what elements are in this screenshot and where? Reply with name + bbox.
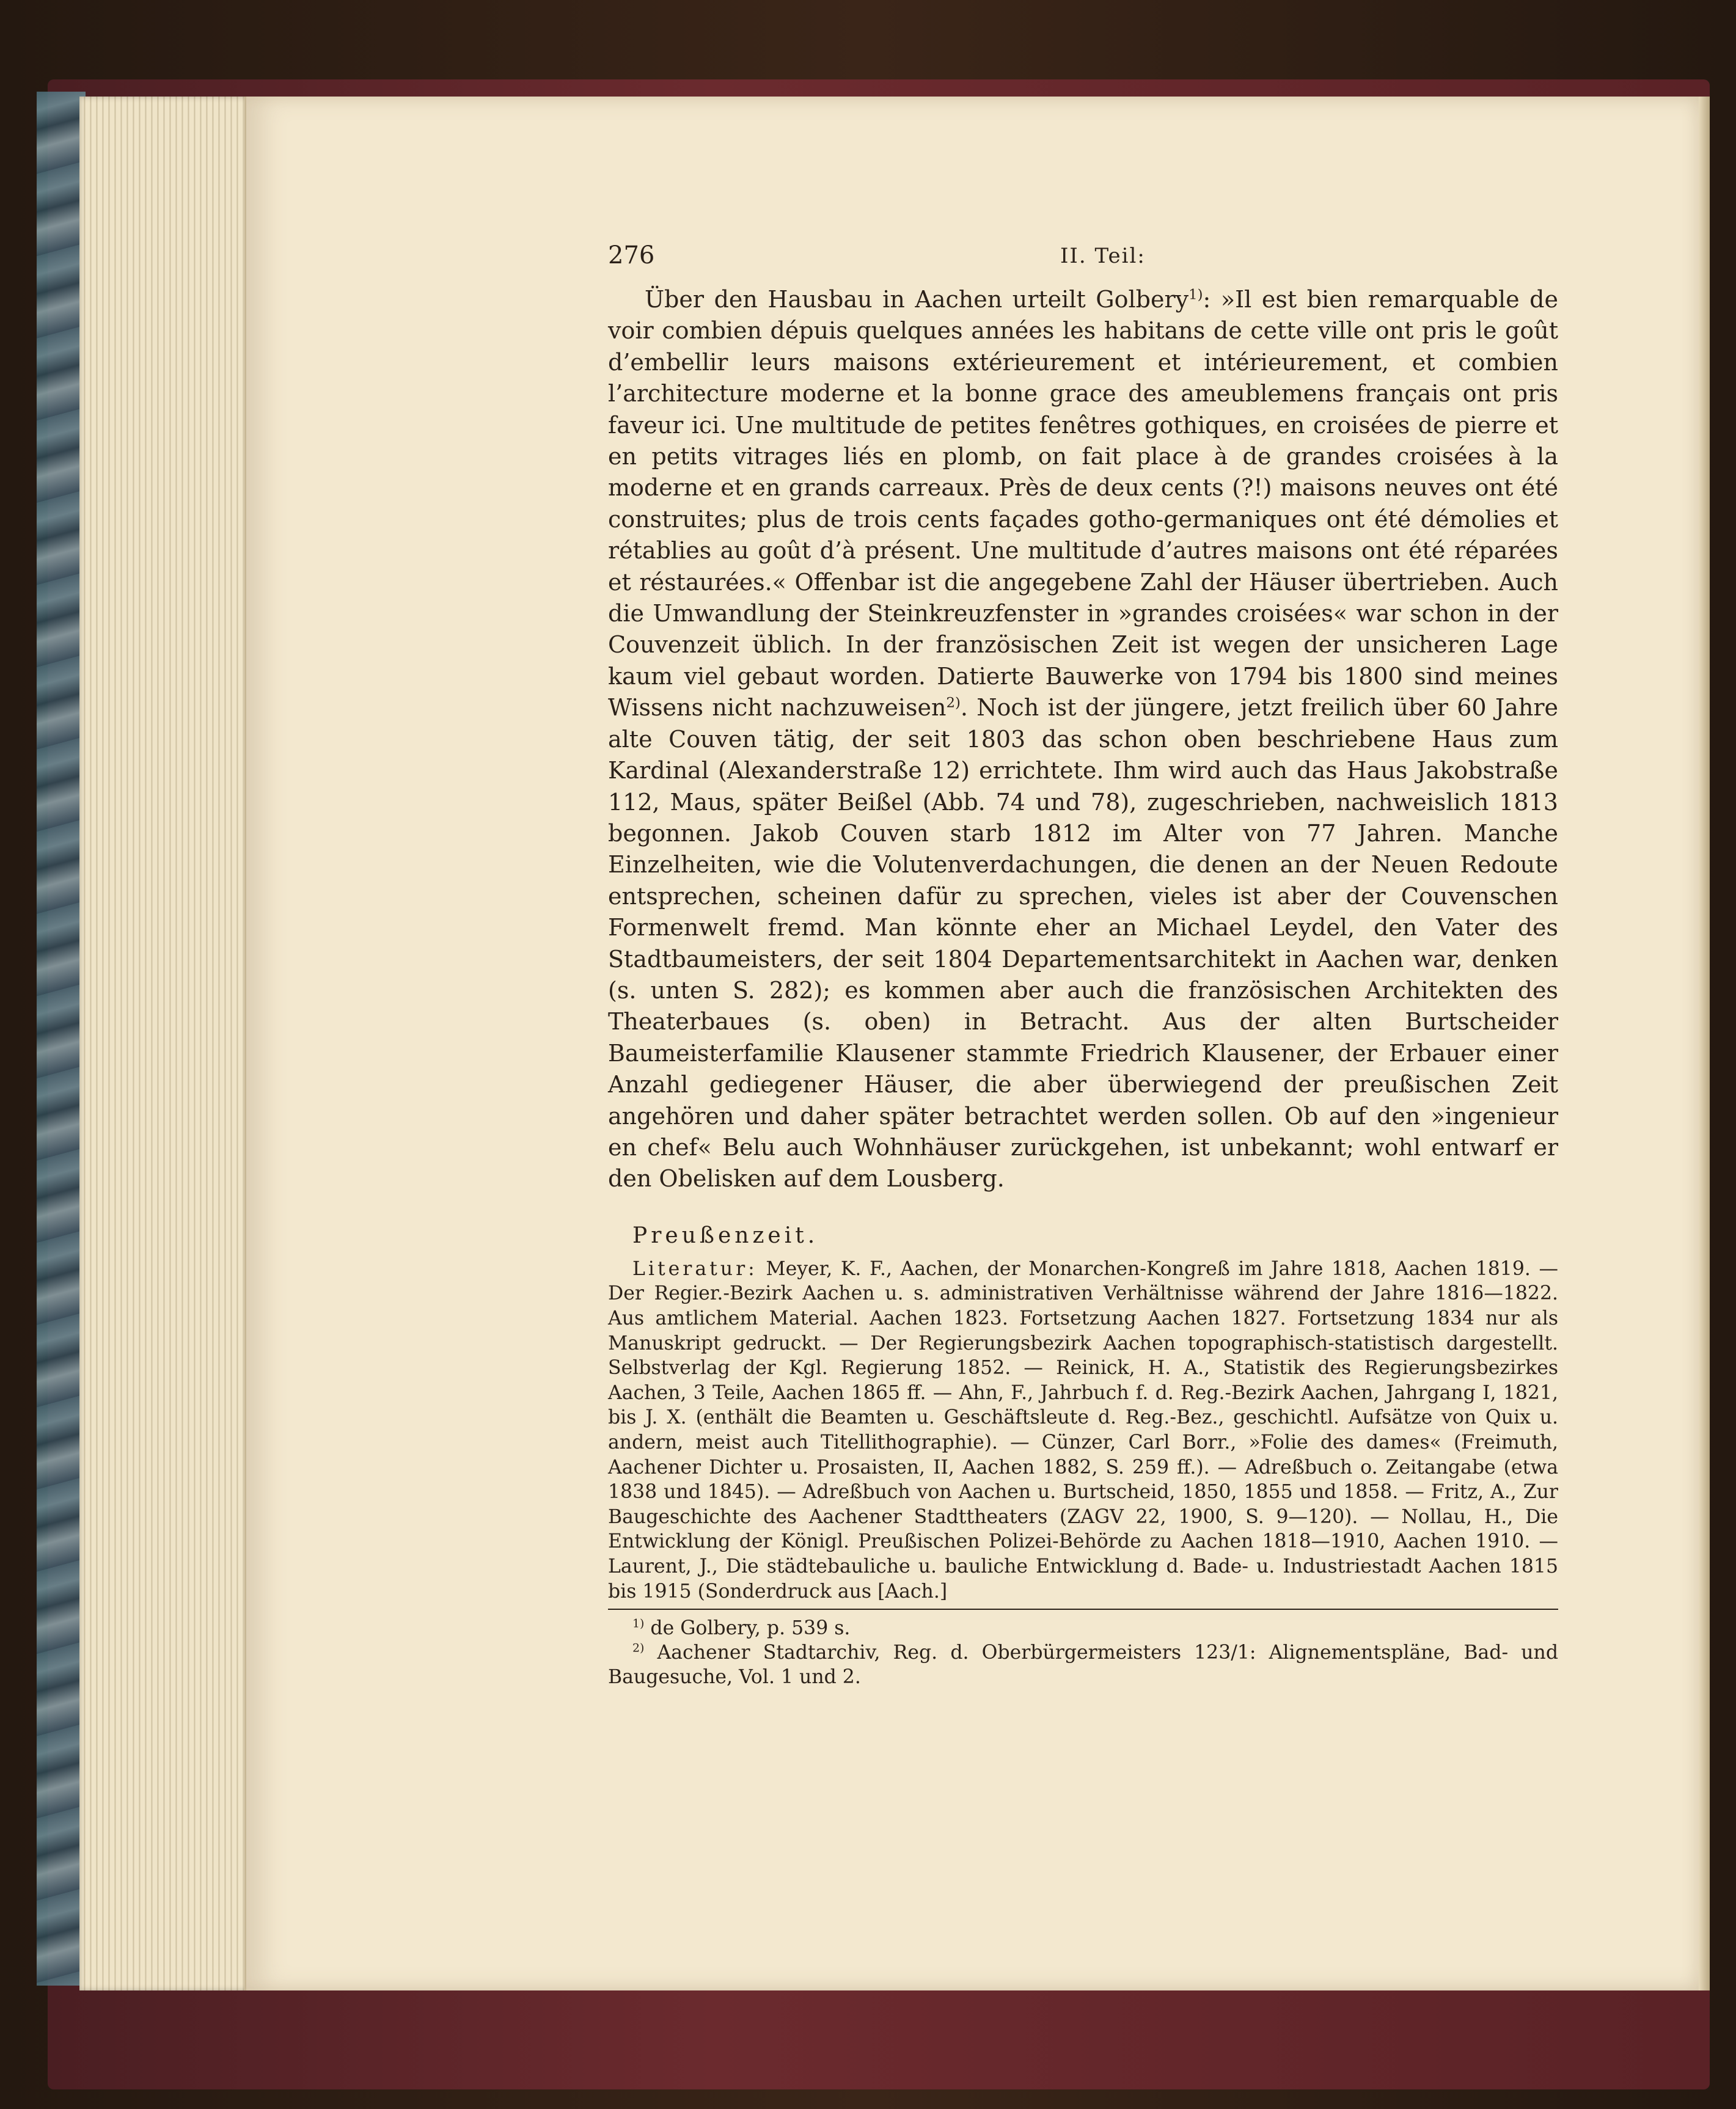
- marbled-edge: [37, 92, 86, 1986]
- next-page-edge: [1699, 97, 1710, 1990]
- footnote-marker: 1): [632, 1617, 645, 1631]
- text-segment: . Noch ist der jüngere, jetzt freilich über 60 Jahre alte Couven tätig, der seit 1803 das schon oben beschriebene Haus zum Kardinal (Alexanderstraße 12) errichtete. Ihm wird auch das Haus Jakobstraße 112, Maus, später Beißel (Abb. 74 und 78), zugeschrieben, nachweislich 1813 begonnen. Jakob Couven starb 1812 im Alter von 77 Jahren. Manche Einzelheiten, wie die Volutenverdachungen, die denen an der Neuen Redoute entsprechen, scheinen dafür zu sprechen, vieles ist aber der Couvenschen Formenwelt fremd. Man könnte eher an Michael Leydel, den Vater des Stadtbaumeisters, der seit 1804 Departementsarchitekt in Aachen war, denken (s. unten S. 282); es kommen aber auch die französischen Architekten des Theaterbaues (s. oben) in Betracht. Aus der alten Burtscheider Baumeisterfamilie Klausener stammte Friedrich Klausener, der Erbauer einer Anzahl gediegener Häuser, die aber überwiegend der preußischen Zeit angehören und daher später betrachtet werden sollen. Ob auf den »ingenieur en chef« Belu auch Wohnhäuser zurückgehen, ist unbekannt; wohl entwarf er den Obelisken auf dem Lousberg.: [608, 694, 1558, 1193]
- footnote-marker: 2): [632, 1641, 645, 1655]
- running-head: II. Teil:: [1060, 244, 1146, 268]
- literature-list: [608, 1257, 1558, 1607]
- footnote-ref-2: 2): [946, 695, 961, 711]
- literature-label: Literatur:: [632, 1257, 758, 1280]
- footnote-text: Aachener Stadtarchiv, Reg. d. Oberbürgermeisters 123/1: Alignementspläne, Bad- und Baugesuche, Vol. 1 und 2.: [608, 1642, 1558, 1689]
- footnote-2: [608, 1640, 1558, 1689]
- paragraph: [608, 284, 1558, 1195]
- page-stack: [79, 97, 251, 1990]
- page-header: [608, 241, 1558, 284]
- literature-text: Meyer, K. F., Aachen, der Monarchen-Kongreß im Jahre 1818, Aachen 1819. — Der Regier.-Bezirk Aachen u. s. administrativen Verhältnisse während der Jahre 1816—1822. Aus amtlichem Material. Aachen 1823. Fortsetzung Aachen 1827. Fortsetzung 1834 nur als Manuskript gedruckt. — Der Regierungsbezirk Aachen topographisch-statistisch dargestellt. Selbstverlag der Kgl. Regierung 1852. — Reinick, H. A., Statistik des Regierungsbezirkes Aachen, 3 Teile, Aachen 1865 ff. — Ahn, F., Jahrbuch f. d. Reg.-Bezirk Aachen, Jahrgang I, 1821, bis J. X. (enthält die Beamten u. Geschäftsleute d. Reg.-Bez., geschichtl. Aufsätze von Quix u. andern, meist auch Titellithographie). — Cünzer, Carl Borr., »Folie des dames« (Freimuth, Aachener Dichter u. Prosaisten, II, Aachen 1882, S. 259 ff.). — Adreßbuch o. Zeitangabe (etwa 1838 und 1845). — Adreßbuch von Aachen u. Burtscheid, 1850, 1855 und 1858. — Fritz, A., Zur Baugeschichte des Aachener Stadttheaters (ZAGV 22, 1900, S. 9—120). — Nollau, H., Die Entwicklung der Königl. Preußischen Polizei-Behörde zu Aachen 1818—1910, Aachen 1910. — Laurent, J., Die städtebauliche u. bauliche Entwicklung d. Bade- u. Industriestadt Aachen 1815 bis 1915 (Sonderdruck aus [Aach.]: [608, 1257, 1558, 1603]
- main-paragraph: [608, 284, 1558, 1195]
- section-heading: Preußenzeit.: [632, 1223, 819, 1248]
- page-gutter: [244, 97, 246, 1990]
- footnotes: [608, 1616, 1558, 1689]
- text-segment: Über den Hausbau in Aachen urteilt Golbery: [645, 286, 1189, 313]
- footnote-text: de Golbery, p. 539 s.: [644, 1617, 851, 1640]
- footnote-ref-1: 1): [1188, 287, 1203, 303]
- page-number: 276: [608, 241, 655, 269]
- page-text: [608, 241, 1558, 1689]
- footnote-rule: [608, 1609, 1558, 1610]
- footnote-1: [608, 1616, 1558, 1640]
- text-segment: : »Il est bien remarquable de voir combien dépuis quelques années les habitans de cette ville ont pris le goût d’embellir leurs maisons extérieurement et intérieurement, et combien l’architecture moderne et la bonne grace des ameublemens français ont pris faveur ici. Une multitude de petites fenêtres gothiques, en croisées de pierre et en petits vitrages liés en plomb, on fait place à de grandes croisées à la moderne et en grands carreaux. Près de deux cents (?!) maisons neuves ont été construites; plus de trois cents façades gotho-germaniques ont été démolies et rétablies au goût d’à présent. Une multitude d’autres maisons ont été réparées et réstaurées.« Offenbar ist die angegebene Zahl der Häuser übertrieben. Auch die Umwandlung der Steinkreuzfenster in »grandes croisées« war schon in der Couvenzeit üblich. In der französischen Zeit ist wegen der unsicheren Lage kaum viel gebaut worden. Datierte Bauwerke von 1794 bis 1800 sind meines Wissens nicht nachzuweisen: [608, 286, 1558, 722]
